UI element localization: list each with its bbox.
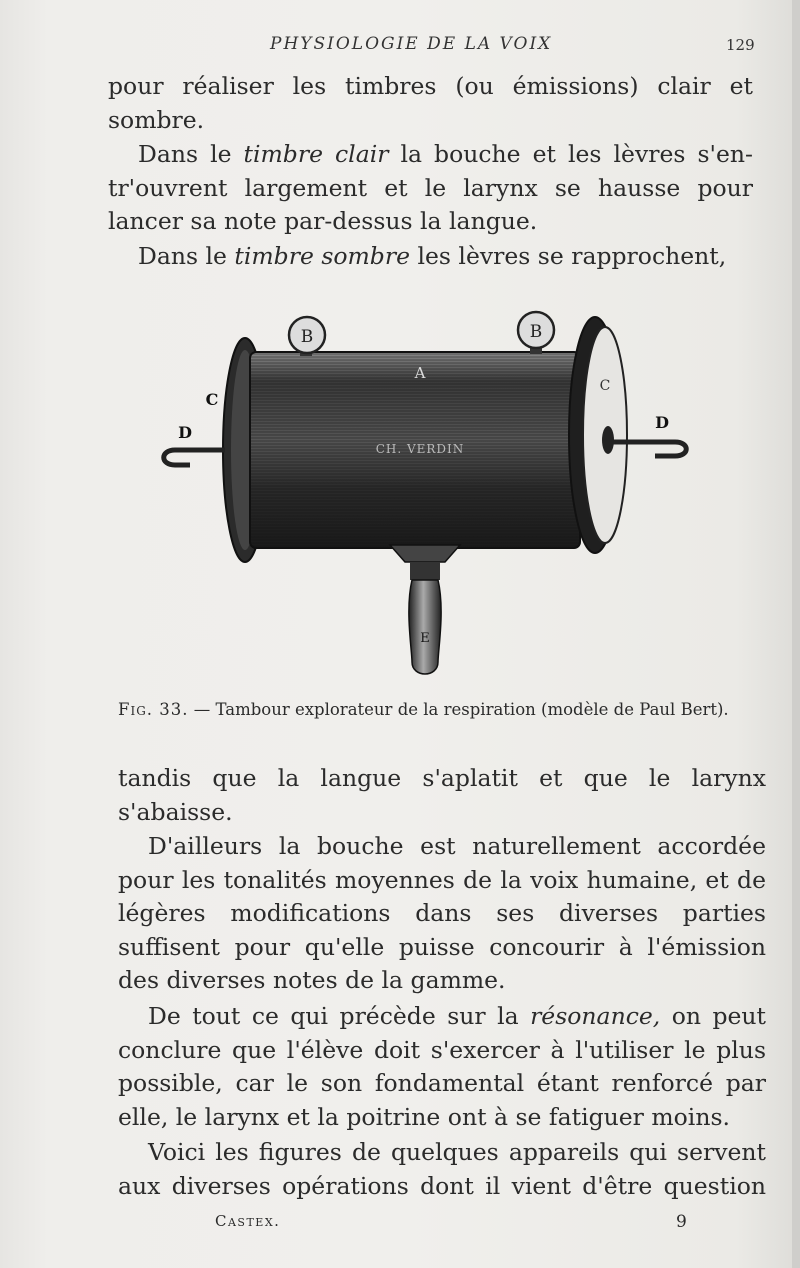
paragraph-resonance [118, 1000, 766, 1134]
label-d-right: D [655, 413, 669, 432]
svg-text:E: E [420, 631, 430, 646]
label-c-right: C [599, 378, 611, 394]
label-d-left: D [178, 423, 192, 442]
page-edge [792, 0, 800, 1268]
text-run: pour réaliser les timbres (ou émissions) clair et sombre. [108, 72, 753, 134]
hook-d-left [164, 450, 225, 465]
text-run: on peut conclure que l'élève doit s'exercer à l'utiliser le plus possible, car le son fondamental étant renforcé par elle, le larynx et la poitrine ont à se fatiguer moins. [118, 1002, 766, 1131]
text-run: Voici les figures de quelques appareils qui servent aux diverses opérations dont il vient d'être question [118, 1138, 766, 1200]
right-rim [569, 317, 627, 553]
italic-term: timbre sombre [234, 242, 410, 270]
figure-number: Fig. 33. [118, 700, 189, 719]
handle-e [390, 545, 460, 674]
maker-mark: CH. VERDIN [375, 442, 465, 456]
italic-term: résonance, [530, 1002, 661, 1030]
tambour-illustration [150, 290, 710, 690]
text-run: la bouche et les lèvres s'en-tr'ouvrent largement et le larynx se hausse pour lancer sa note par-dessus la langue. [108, 140, 753, 235]
sheet-number: 9 [676, 1212, 687, 1232]
figure-caption-text: — Tambour explorateur de la respiration (modèle de Paul Bert). [188, 700, 729, 719]
text-run: De tout ce qui précède sur la [148, 1002, 531, 1030]
figure-tambour-explorateur [150, 290, 710, 690]
label-c-left: C [205, 390, 219, 409]
text-run: les lèvres se rapprochent, [410, 242, 727, 270]
signature-mark: Castex. [215, 1212, 281, 1230]
paragraph-bouche [118, 830, 766, 998]
text-run: Dans le [138, 140, 244, 168]
svg-text:B: B [300, 327, 314, 347]
paragraph-timbre-clair [108, 138, 753, 239]
paragraph-timbre-sombre [108, 240, 753, 274]
text-run: tandis que la langue s'aplatit et que le larynx s'abaisse. [118, 764, 766, 826]
label-a: A [414, 364, 426, 382]
svg-text:B: B [529, 322, 543, 342]
paragraph-timbres [108, 70, 753, 137]
knob-b-left [289, 317, 325, 356]
italic-term: timbre clair [243, 140, 389, 168]
running-title: PHYSIOLOGIE DE LA VOIX [270, 34, 553, 54]
text-run: Dans le [138, 242, 235, 270]
text-run: D'ailleurs la bouche est naturellement accordée pour les tonalités moyennes de la voix humaine, et de légères modifications dans ses diverses parties suffisent pour qu'elle puisse concourir à l'émission des diverses notes de la gamme. [118, 832, 766, 994]
paragraph-langue [118, 762, 766, 829]
paragraph-appareils [118, 1136, 766, 1203]
page-number: 129 [726, 36, 755, 54]
knob-b-right [518, 312, 554, 354]
figure-caption [118, 700, 768, 719]
